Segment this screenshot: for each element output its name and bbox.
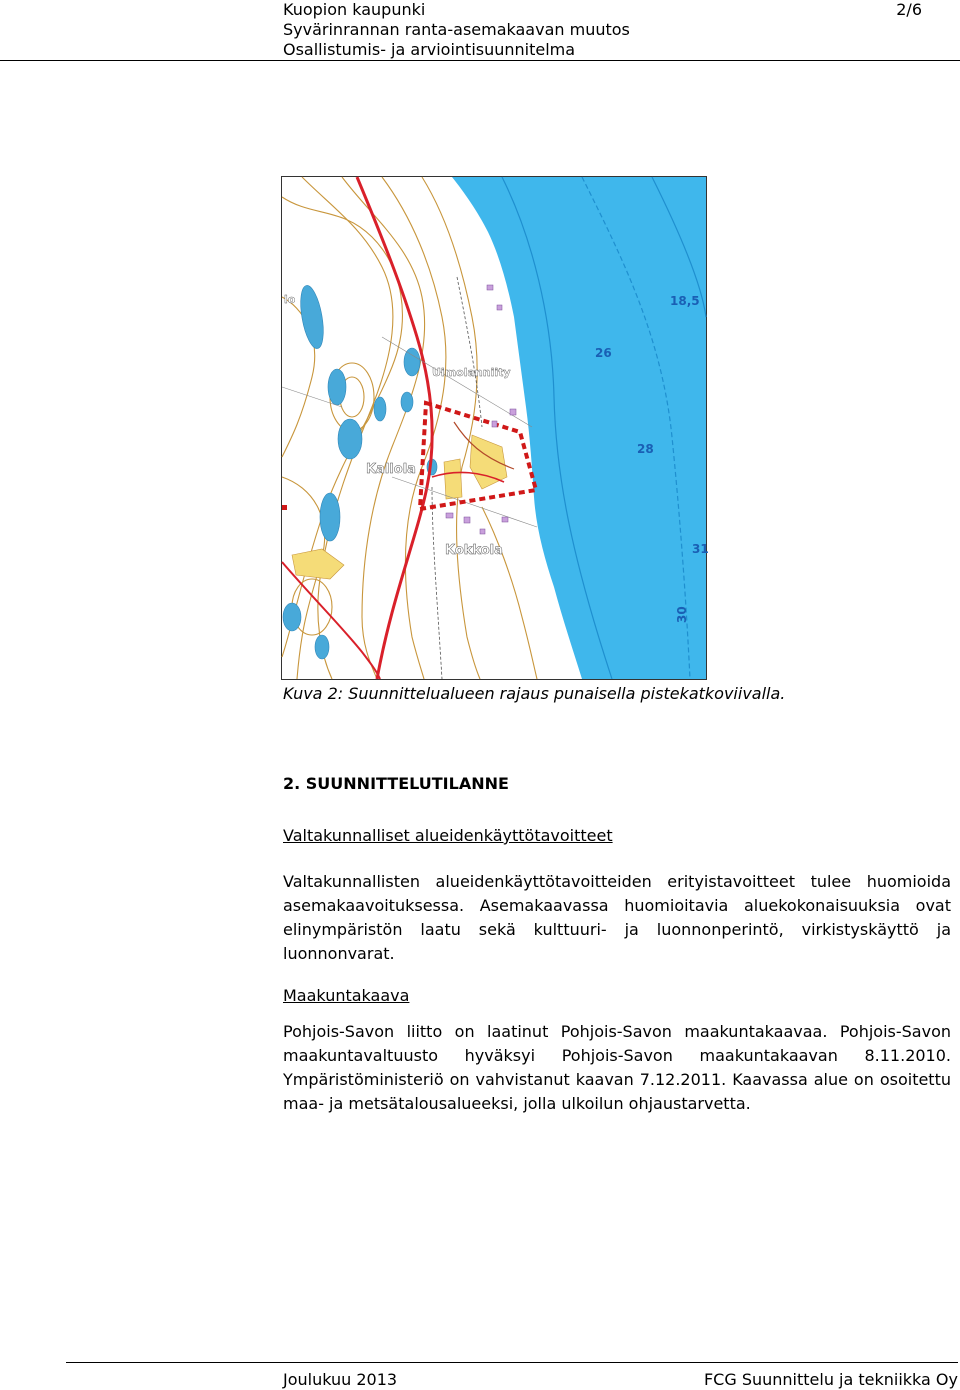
paragraph-regional-plan: Pohjois-Savon liitto on laatinut Pohjois-Savon maakuntakaavaa. Pohjois-Savon maakuntavaltuusto hyväksyi Pohjois-Savon maakuntakaavan 8.11.2010. Ympäristöministeriö on vahvistanut kaavan 7.12.2011. Kaavassa alue on osoitettu maa- ja metsätalousalueeksi, jolla ulkoilun ohjaustarvetta.: [283, 1022, 951, 1113]
depth-label-31: 31: [692, 542, 709, 556]
subheading-national-goals: Valtakunnalliset alueidenkäyttötavoitteet: [283, 826, 613, 845]
building: [492, 421, 497, 427]
pond: [315, 635, 329, 659]
edge-mark: [282, 505, 287, 510]
depth-label-28: 28: [637, 442, 654, 456]
label-kokkola: Kokkola: [445, 543, 503, 558]
footer-divider: [66, 1362, 958, 1363]
pond: [404, 348, 420, 376]
building: [510, 409, 516, 415]
depth-label-26: 26: [595, 346, 612, 360]
header-plan-name: Syvärinrannan ranta-asemakaavan muutos: [283, 20, 630, 39]
building: [480, 529, 485, 534]
pond: [328, 369, 346, 405]
building: [497, 305, 502, 310]
subheading-regional-plan: Maakuntakaava: [283, 986, 410, 1005]
pond: [320, 493, 340, 541]
footer-date: Joulukuu 2013: [283, 1370, 398, 1389]
map-svg: [282, 177, 709, 679]
field: [444, 459, 462, 499]
building: [502, 517, 508, 522]
building: [464, 517, 470, 523]
label-lo: lo: [284, 293, 296, 306]
footer-company: FCG Suunnittelu ja tekniikka Oy: [703, 1370, 958, 1389]
header-divider: [0, 60, 960, 61]
depth-label-30: 30: [675, 606, 689, 623]
building: [446, 513, 453, 518]
header-municipality: Kuopion kaupunki: [283, 0, 426, 19]
depth-label-18-5: 18,5: [670, 294, 700, 308]
paragraph-national-goals: Valtakunnallisten alueidenkäyttötavoitteiden erityistavoitteet tulee huomioida asemakaavoituksessa. Asemakaavassa huomioitavia aluekokonaisuuksia ovat elinympäristön laatu sekä kulttuuri- ja luonnonperintö, virkistyskäyttö ja luonnonvarat.: [283, 872, 951, 963]
map-figure: [281, 176, 707, 680]
label-kallola: Kallola: [366, 462, 416, 477]
page-header: [283, 0, 923, 60]
label-uimolanniity: Uimolanniity: [432, 366, 511, 379]
pond: [401, 392, 413, 412]
pond: [283, 603, 301, 631]
page-number: 2/6: [896, 0, 922, 19]
building: [487, 285, 493, 290]
pond: [374, 397, 386, 421]
header-document-type: Osallistumis- ja arviointisuunnitelma: [283, 40, 576, 59]
section-title: 2. SUUNNITTELUTILANNE: [283, 774, 509, 793]
pond: [338, 419, 362, 459]
figure-caption: Kuva 2: Suunnittelualueen rajaus punaisella pistekatkoviivalla.: [283, 684, 786, 703]
